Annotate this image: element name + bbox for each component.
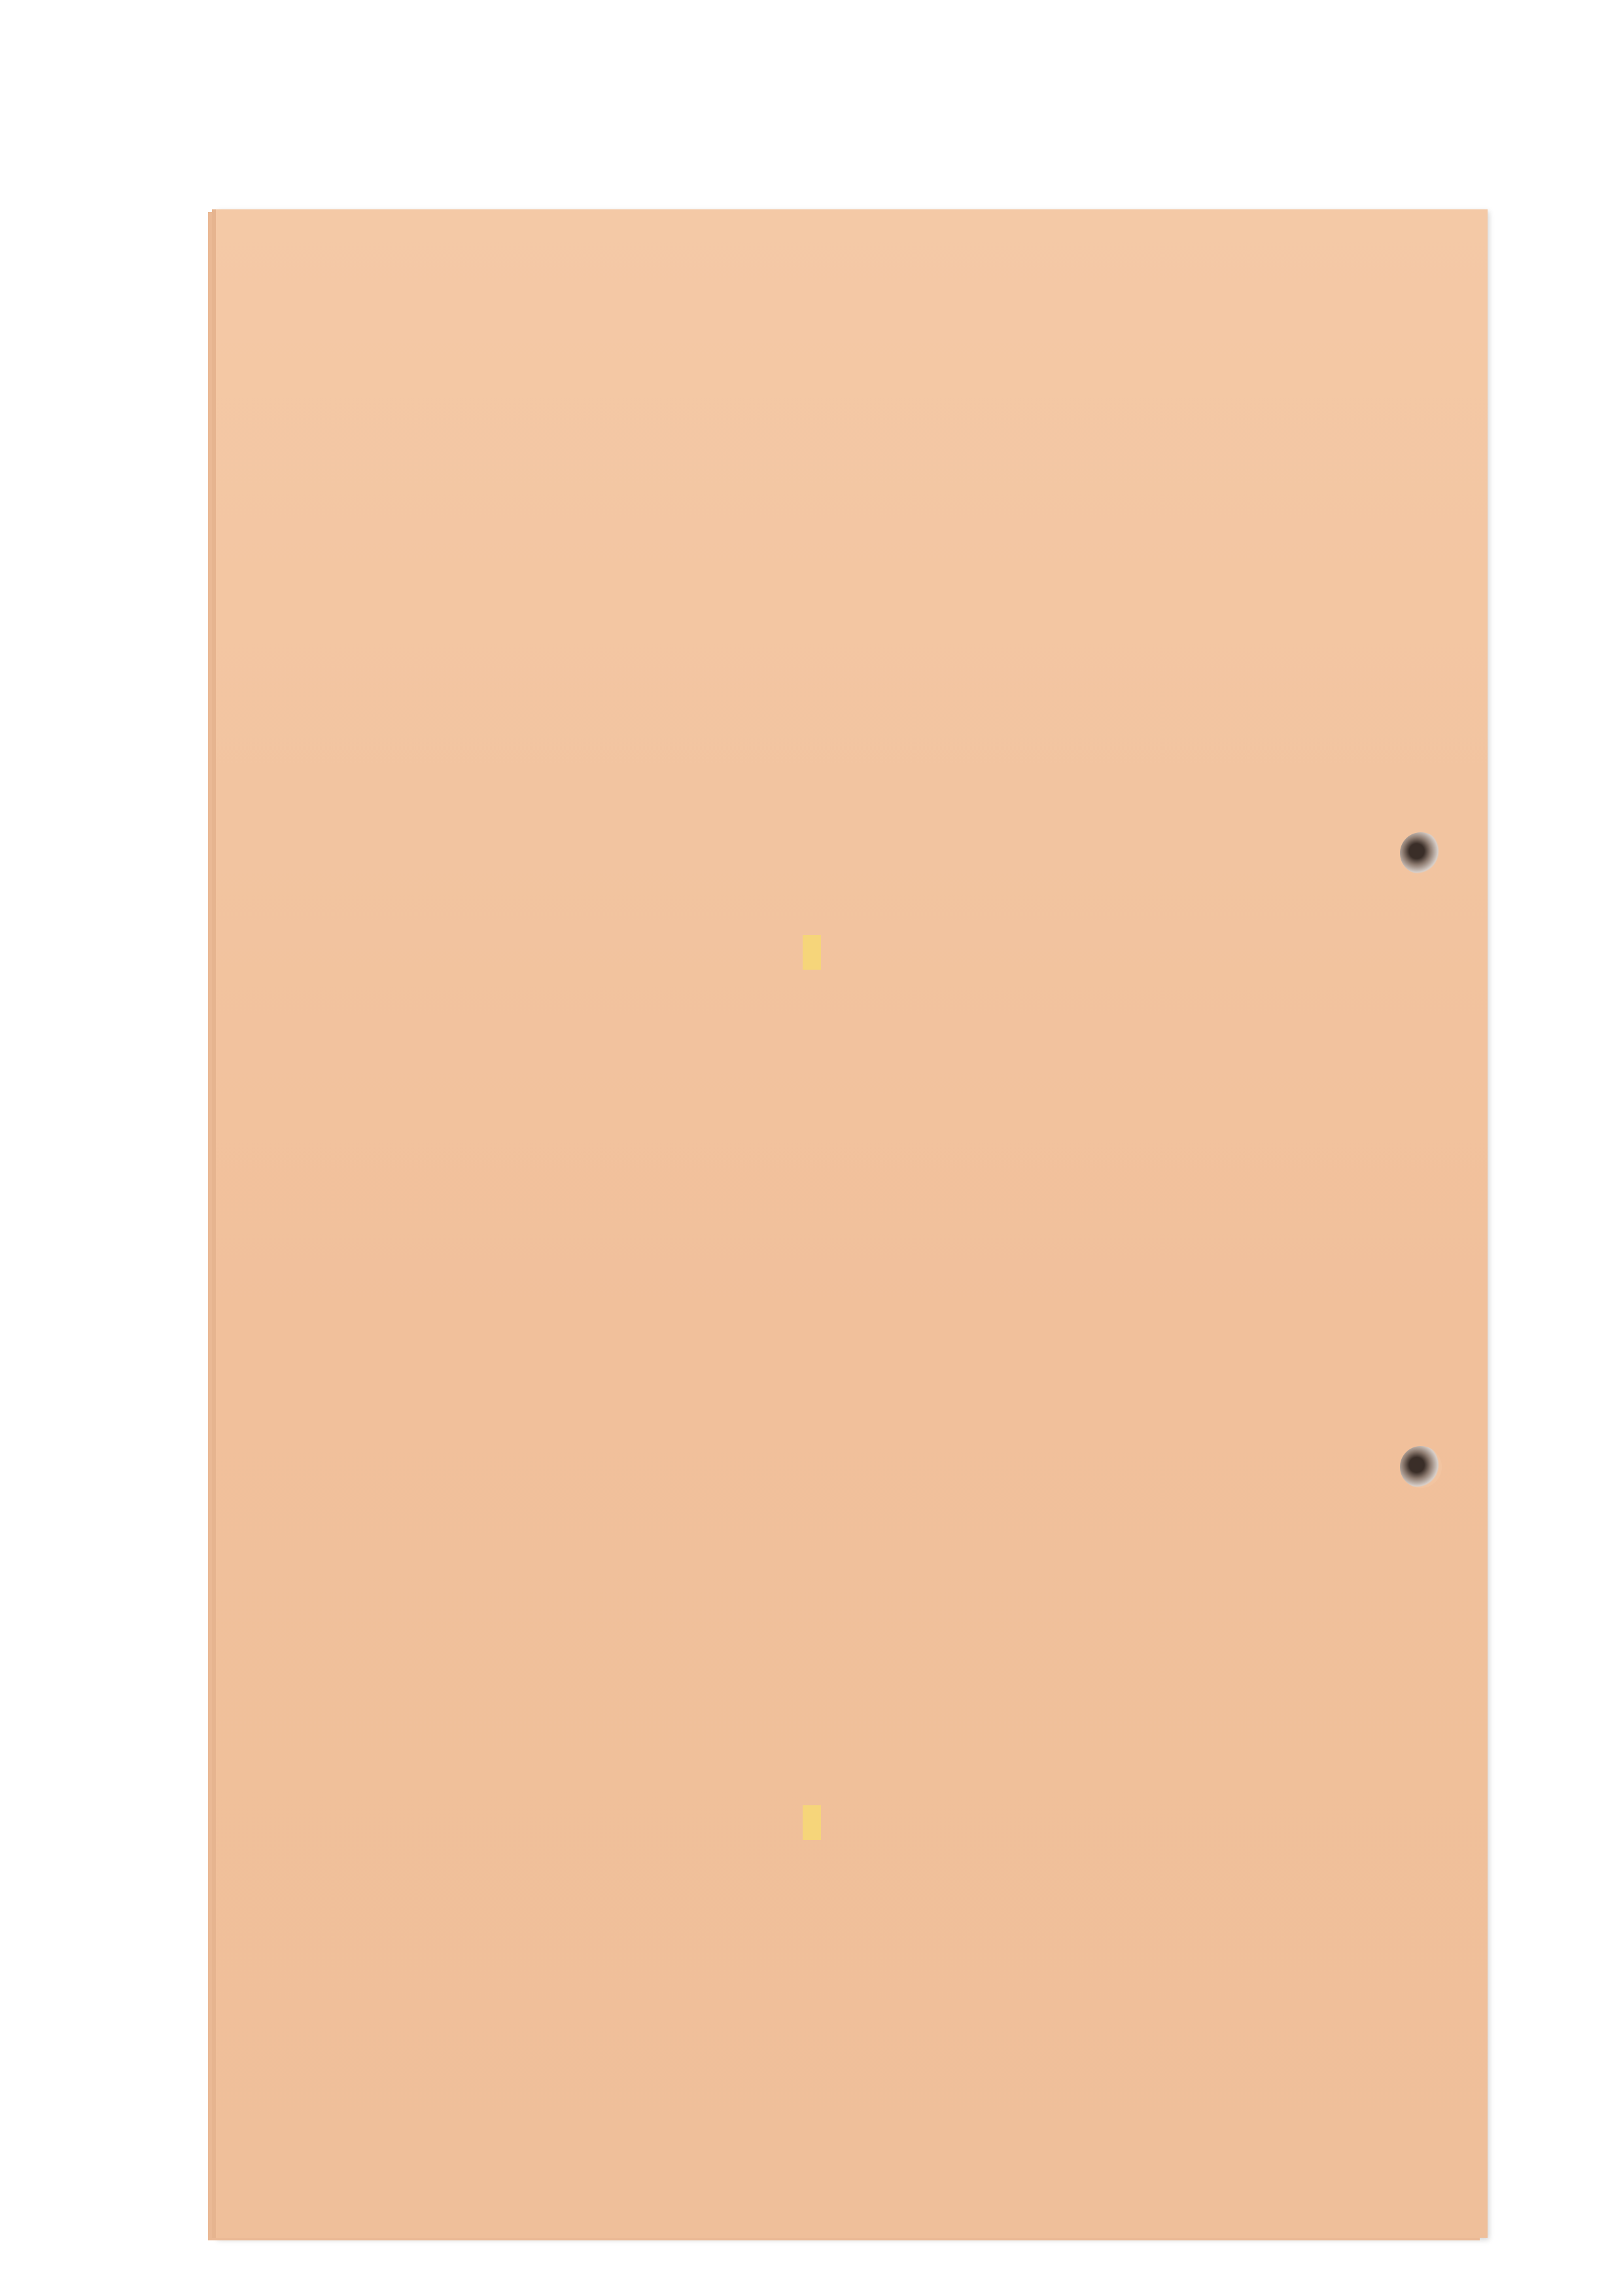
punch-hole	[1400, 832, 1442, 874]
sede8-header-row	[0, 1005, 1623, 1036]
sede8-address	[803, 935, 821, 970]
paper-sheet	[216, 209, 1488, 2238]
sede9-address	[803, 1805, 821, 1840]
punch-hole	[1400, 1446, 1442, 1488]
sede9-header-row	[0, 1873, 1623, 1904]
